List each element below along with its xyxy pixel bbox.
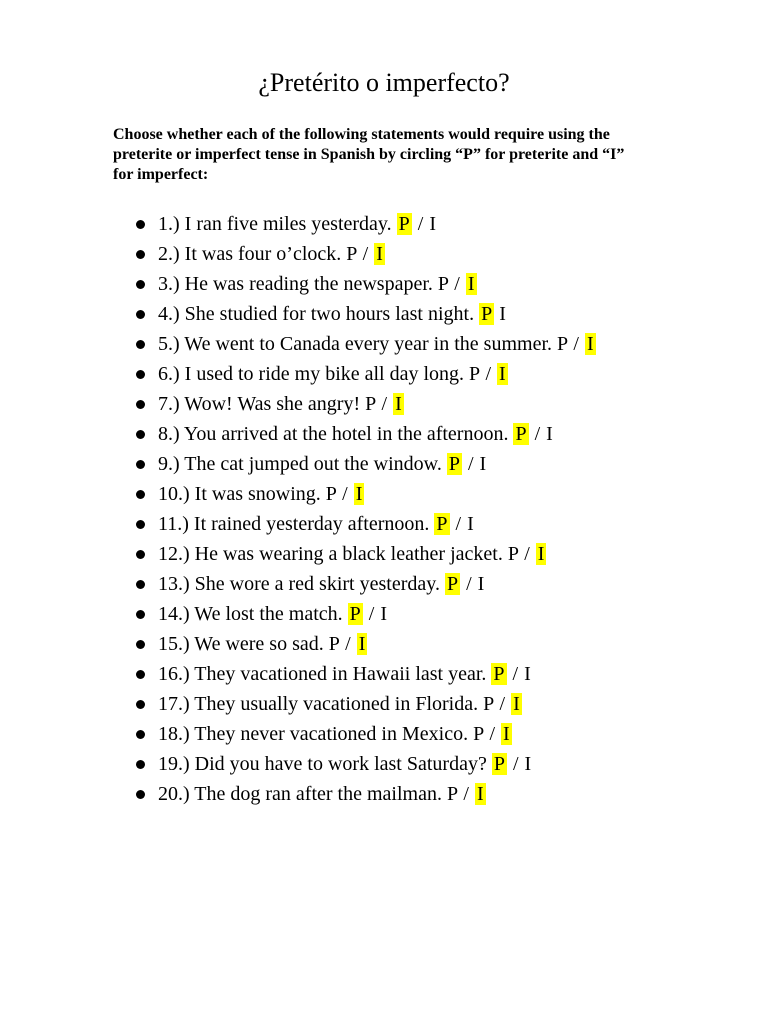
page-title: ¿Pretérito o imperfecto? [258, 68, 510, 97]
question-item [0, 569, 596, 599]
option-preterite[interactable]: P [325, 483, 337, 505]
option-preterite[interactable]: P [398, 213, 410, 235]
option-separator: / [454, 273, 460, 295]
option-imperfect[interactable]: I [467, 513, 474, 535]
bullet-icon [136, 550, 145, 559]
option-imperfect[interactable]: I [503, 723, 510, 745]
question-item [0, 239, 596, 269]
bullet-icon [136, 700, 145, 709]
question-text: 15.) We were so sad. [158, 633, 324, 655]
option-separator: / [467, 453, 474, 475]
option-preterite[interactable]: P [349, 603, 361, 625]
question-item [0, 779, 596, 809]
bullet-icon [136, 730, 145, 739]
option-separator: / [417, 213, 424, 235]
bullet-icon [136, 370, 145, 379]
option-preterite[interactable]: P [328, 633, 340, 655]
question-item [0, 389, 596, 419]
question-item [0, 419, 596, 449]
question-item [0, 449, 596, 479]
option-separator: / [512, 663, 519, 685]
bullet-icon [136, 280, 145, 289]
option-separator: / [381, 393, 388, 415]
option-imperfect[interactable]: I [395, 393, 402, 415]
option-imperfect[interactable]: I [467, 273, 475, 295]
question-item [0, 269, 596, 299]
question-text: 8.) You arrived at the hotel in the afternoon. [158, 423, 509, 445]
bullet-icon [136, 460, 145, 469]
question-item [0, 689, 596, 719]
option-preterite[interactable]: P [436, 513, 448, 535]
option-preterite[interactable]: P [481, 303, 493, 325]
bullet-icon [136, 490, 145, 499]
question-item [0, 329, 596, 359]
question-item [0, 719, 596, 749]
option-separator: / [489, 723, 496, 745]
option-imperfect[interactable]: I [429, 213, 436, 235]
question-list [0, 209, 596, 809]
option-separator: / [512, 753, 519, 775]
option-imperfect[interactable]: I [513, 693, 520, 715]
option-preterite[interactable]: P [493, 663, 505, 685]
question-text: 16.) They vacationed in Hawaii last year. [158, 663, 487, 685]
option-imperfect[interactable]: I [376, 243, 383, 265]
question-text: 12.) He was wearing a black leather jacket. [158, 543, 503, 565]
bullet-icon [136, 430, 145, 439]
bullet-icon [136, 340, 145, 349]
option-separator: / [345, 633, 351, 655]
option-separator: / [466, 573, 472, 595]
option-preterite[interactable]: P [515, 423, 527, 445]
option-separator: / [534, 423, 541, 445]
option-preterite[interactable]: P [557, 333, 568, 355]
question-item [0, 299, 596, 329]
option-preterite[interactable]: P [437, 273, 449, 295]
bullet-icon [136, 610, 145, 619]
question-item [0, 599, 596, 629]
bullet-icon [136, 400, 145, 409]
question-item [0, 209, 596, 239]
question-text: 1.) I ran five miles yesterday. [158, 213, 392, 235]
option-imperfect[interactable]: I [358, 633, 366, 655]
question-text: 5.) We went to Canada every year in the summer. [158, 333, 553, 355]
question-item [0, 749, 596, 779]
option-preterite[interactable]: P [473, 723, 484, 745]
question-text: 13.) She wore a red skirt yesterday. [158, 573, 440, 595]
option-preterite[interactable]: P [483, 693, 494, 715]
option-preterite[interactable]: P [446, 573, 459, 595]
option-imperfect[interactable]: I [476, 783, 484, 805]
question-text: 4.) She studied for two hours last night. [158, 303, 475, 325]
bullet-icon [136, 310, 145, 319]
question-text: 7.) Wow! Was she angry! [158, 393, 361, 415]
option-separator: / [485, 363, 491, 385]
bullet-icon [136, 670, 145, 679]
bullet-icon [136, 640, 145, 649]
option-separator: / [342, 483, 348, 505]
option-preterite[interactable]: P [469, 363, 480, 385]
option-imperfect[interactable]: I [380, 603, 388, 625]
question-item [0, 629, 596, 659]
option-imperfect[interactable]: I [499, 303, 506, 325]
bullet-icon [136, 580, 145, 589]
option-preterite[interactable]: P [507, 543, 519, 565]
question-text: 20.) The dog ran after the mailman. [158, 783, 442, 805]
option-separator: / [368, 603, 375, 625]
question-text: 17.) They usually vacationed in Florida. [158, 693, 479, 715]
option-preterite[interactable]: P [493, 753, 505, 775]
option-imperfect[interactable]: I [546, 423, 553, 445]
question-text: 10.) It was snowing. [158, 483, 321, 505]
option-preterite[interactable]: P [446, 783, 458, 805]
question-text: 6.) I used to ride my bike all day long. [158, 363, 465, 385]
option-imperfect[interactable]: I [499, 363, 506, 385]
question-item [0, 509, 596, 539]
option-imperfect[interactable]: I [355, 483, 363, 505]
bullet-icon [136, 520, 145, 529]
option-imperfect[interactable]: I [479, 453, 487, 475]
option-separator: / [463, 783, 469, 805]
option-imperfect[interactable]: I [586, 333, 594, 355]
question-item [0, 659, 596, 689]
option-preterite[interactable]: P [346, 243, 357, 265]
option-separator: / [524, 543, 530, 565]
question-text: 19.) Did you have to work last Saturday? [158, 753, 487, 775]
question-item [0, 539, 596, 569]
question-item [0, 359, 596, 389]
question-text: 18.) They never vacationed in Mexico. [158, 723, 469, 745]
option-separator: / [455, 513, 462, 535]
question-text: 9.) The cat jumped out the window. [158, 453, 442, 475]
question-text: 11.) It rained yesterday afternoon. [158, 513, 430, 535]
bullet-icon [136, 220, 145, 229]
option-imperfect[interactable]: I [524, 753, 532, 775]
option-imperfect[interactable]: I [524, 663, 531, 685]
instructions: Choose whether each of the following statements would require using the preterite or imperfect tense in Spanish by circling “P” for preterite and “I” for imperfect: [113, 126, 625, 183]
option-separator: / [362, 243, 369, 265]
bullet-icon [136, 250, 145, 259]
option-preterite[interactable]: P [448, 453, 460, 475]
question-text: 2.) It was four o’clock. [158, 243, 342, 265]
option-imperfect[interactable]: I [477, 573, 485, 595]
option-imperfect[interactable]: I [537, 543, 545, 565]
question-text: 3.) He was reading the newspaper. [158, 273, 433, 295]
question-item [0, 479, 596, 509]
option-separator: / [499, 693, 506, 715]
option-separator: / [573, 333, 579, 355]
bullet-icon [136, 760, 145, 769]
option-preterite[interactable]: P [365, 393, 376, 415]
bullet-icon [136, 790, 145, 799]
question-text: 14.) We lost the match. [158, 603, 343, 625]
